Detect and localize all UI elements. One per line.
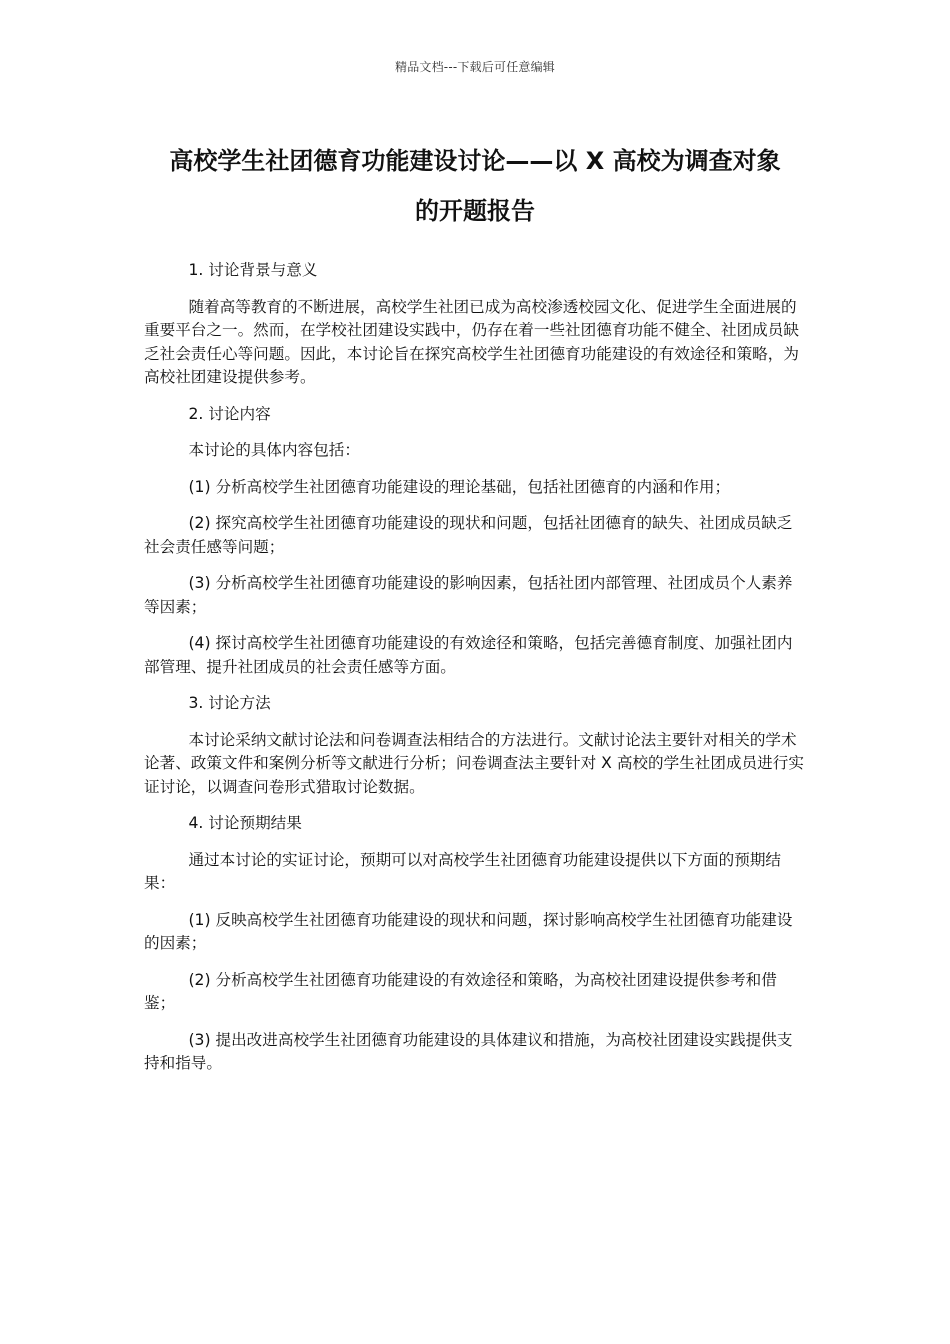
section-heading-background: 1. 讨论背景与意义: [188, 261, 318, 279]
section-heading-method: 3. 讨论方法: [188, 694, 271, 712]
content-item-1: (1) 分析高校学生社团德育功能建设的理论基础，包括社团德育的内涵和作用；: [188, 477, 731, 496]
paragraph-background: 随着高等教育的不断进展，高校学生社团已成为高校渗透校园文化、促进学生全面进展的重要平台之一。然而，在学校社团建设实践中，仍存在着一些社团德育功能不健全、社团成员缺乏社会责任心等问题。因此，本讨论旨在探究高校学生社团德育功能建设的有效途径和策略，为高校社团建设提供参考。: [144, 297, 799, 386]
paragraph-content-intro: 本讨论的具体内容包括：: [188, 441, 360, 459]
document-title: [120, 136, 830, 236]
content-item-4: (4) 探讨高校学生社团德育功能建设的有效途径和策略，包括完善德育制度、加强社团内部管理、提升社团成员的社会责任感等方面。: [144, 634, 793, 676]
paragraph-expected-intro: 通过本讨论的实证讨论，预期可以对高校学生社团德育功能建设提供以下方面的预期结果：: [144, 850, 782, 892]
paragraph-method: 本讨论采纳文献讨论法和问卷调查法相结合的方法进行。文献讨论法主要针对相关的学术论著、政策文件和案例分析等文献进行分析；问卷调查法主要针对 X 高校的学生社团成员进行实证讨论，以调查问卷形式猎取讨论数据。: [144, 730, 804, 796]
expected-item-3: (3) 提出改进高校学生社团德育功能建设的具体建议和措施，为高校社团建设实践提供支持和指导。: [144, 1030, 793, 1072]
title-line-1: 高校学生社团德育功能建设讨论——以 X 高校为调查对象: [169, 147, 781, 175]
expected-item-2: (2) 分析高校学生社团德育功能建设的有效途径和策略，为高校社团建设提供参考和借鉴；: [144, 970, 777, 1012]
content-item-3: (3) 分析高校学生社团德育功能建设的影响因素，包括社团内部管理、社团成员个人素养等因素；: [144, 574, 793, 616]
expected-item-1: (1) 反映高校学生社团德育功能建设的现状和问题，探讨影响高校学生社团德育功能建设的因素；: [144, 910, 793, 952]
title-line-2: 的开题报告: [415, 197, 535, 225]
section-heading-content: 2. 讨论内容: [188, 404, 271, 423]
document-body: [144, 259, 806, 1089]
content-item-2: (2) 探究高校学生社团德育功能建设的现状和问题，包括社团德育的缺失、社团成员缺乏社会责任感等问题；: [144, 514, 793, 556]
header-note: 精品文档---下载后可任意编辑: [395, 60, 555, 74]
section-heading-expected-results: 4. 讨论预期结果: [188, 814, 302, 832]
